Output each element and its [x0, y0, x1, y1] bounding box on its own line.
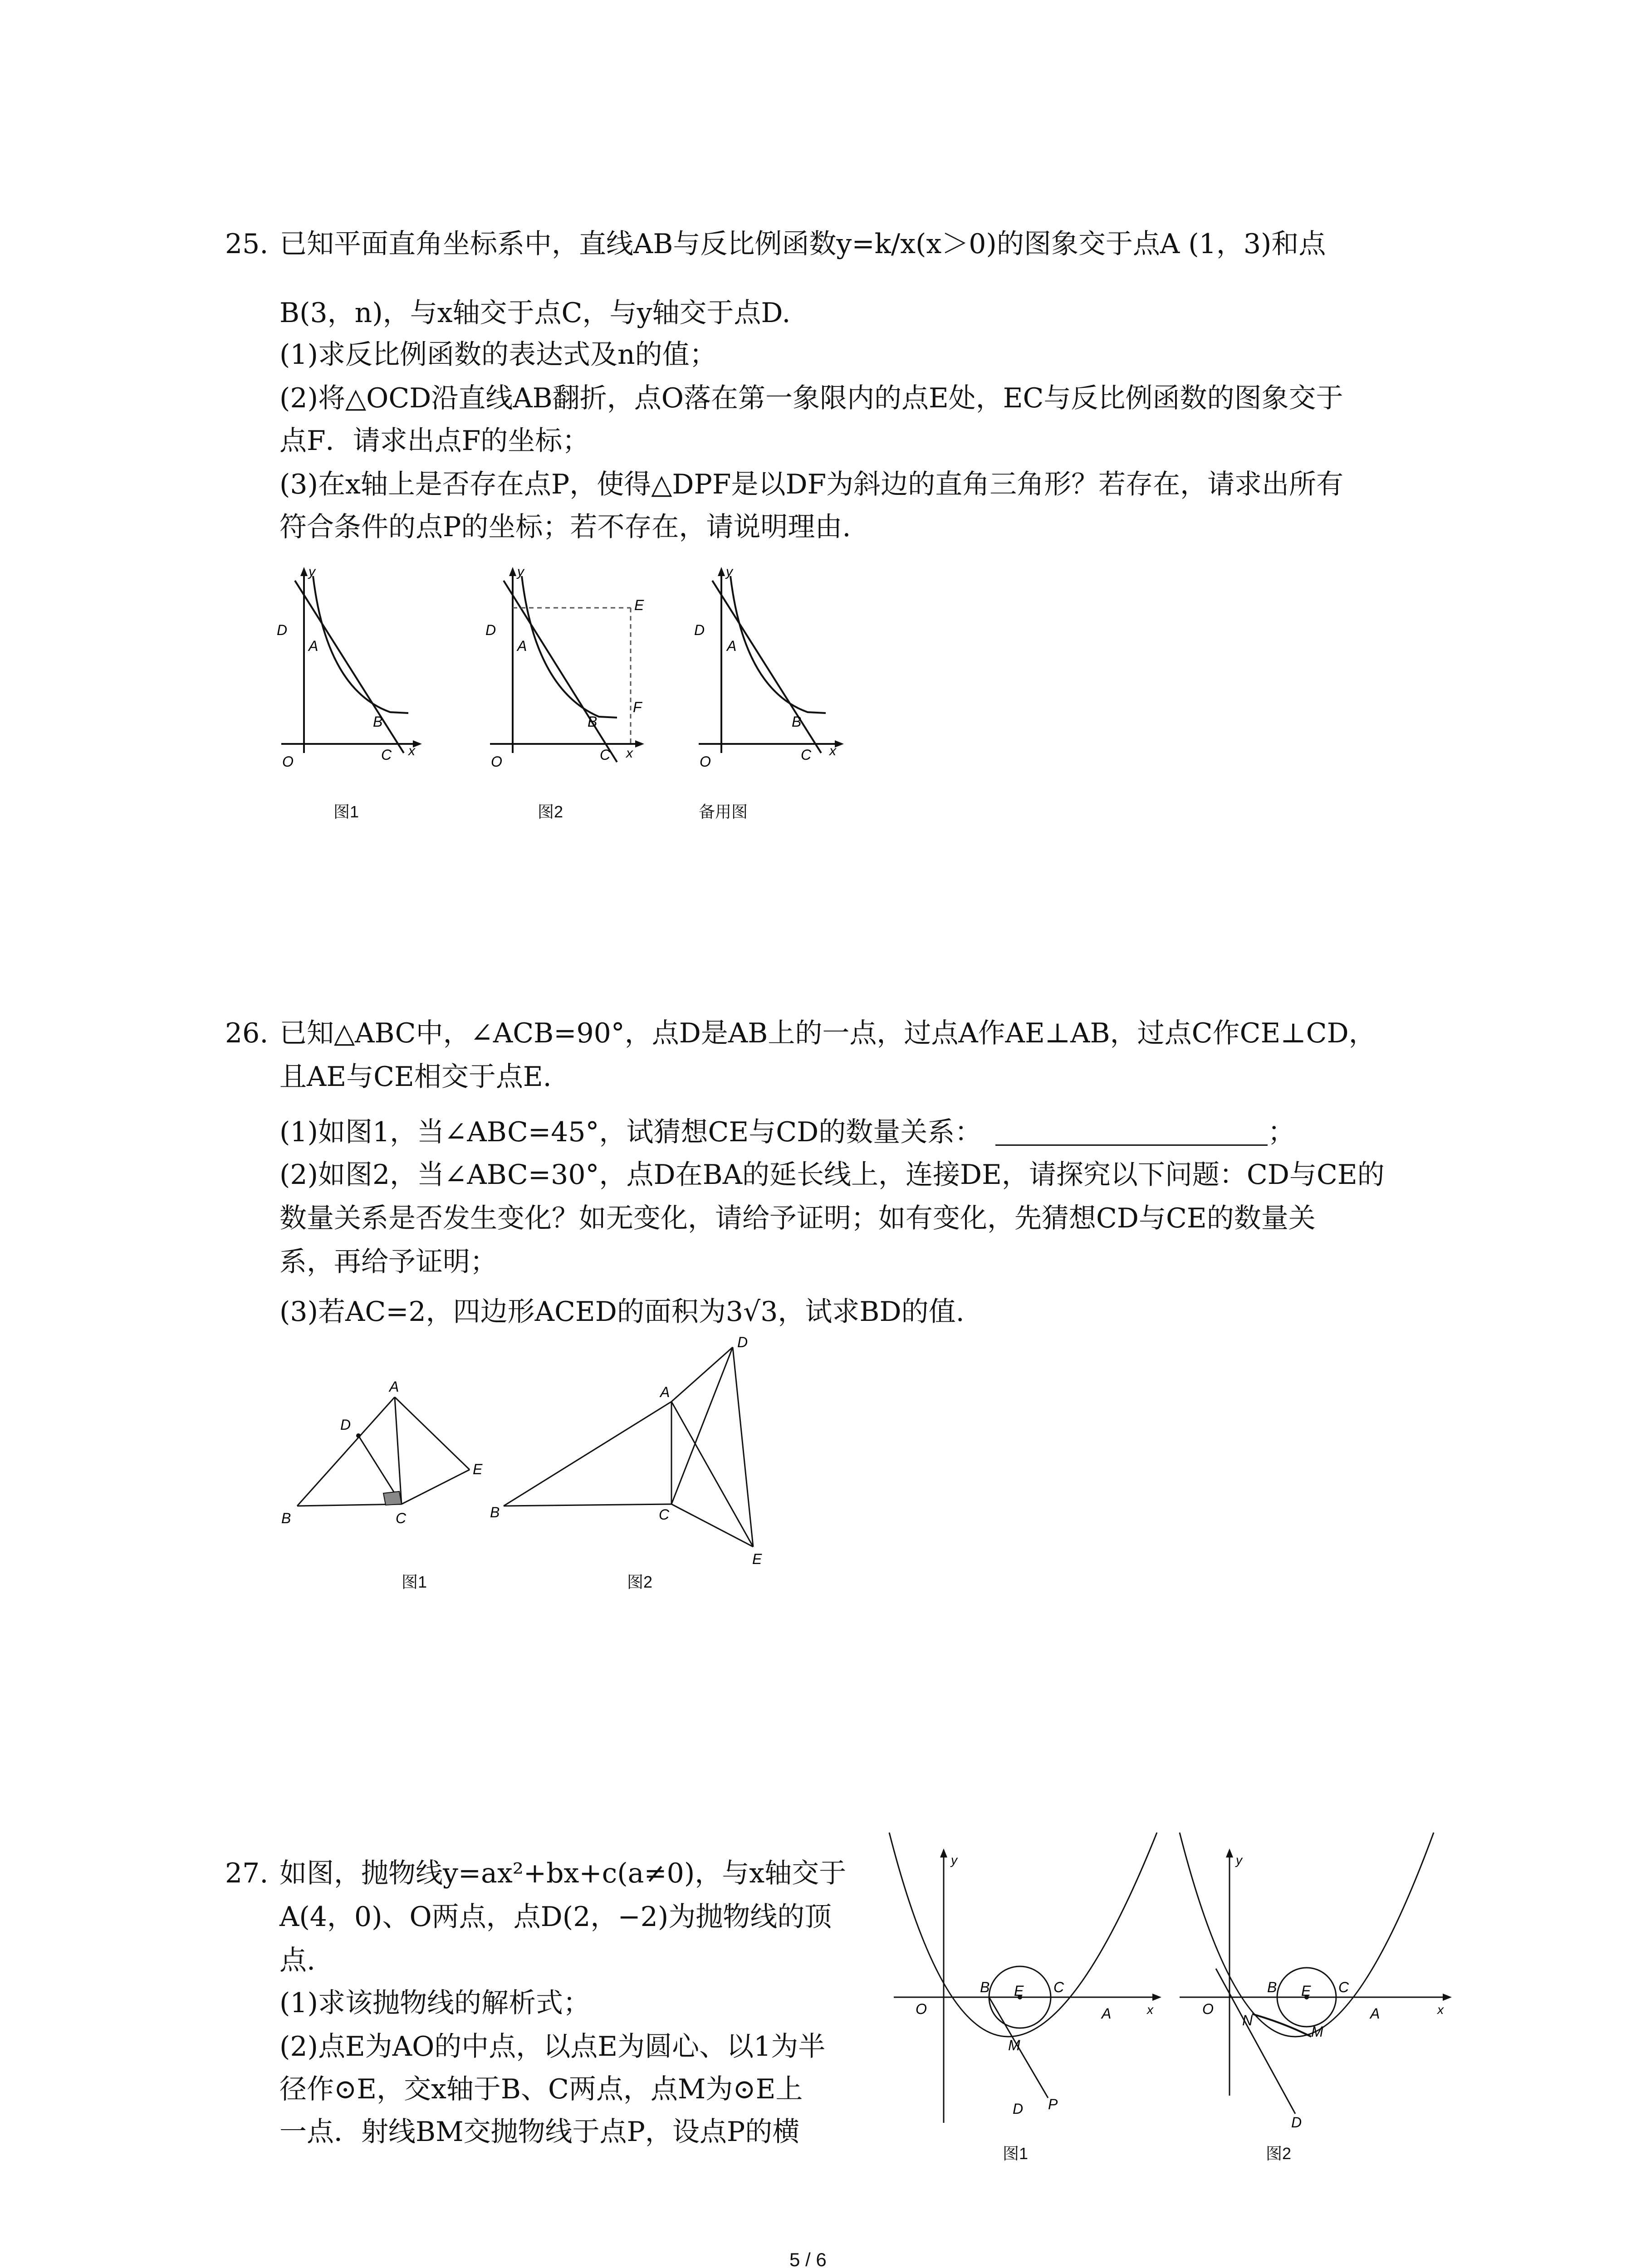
q26-figure-2 [490, 1334, 771, 1588]
question-26-line-6: 系，再给予证明； [279, 1246, 497, 1278]
label-E: E [752, 1551, 762, 1567]
question-27-line-2: A(4，0)、O两点，点D(2，−2)为抛物线的顶 [279, 1901, 832, 1933]
label-B: B [281, 1510, 291, 1526]
label-D: D [694, 622, 705, 638]
label-C: C [1338, 1979, 1349, 1995]
question-27-line-3: 点. [279, 1945, 316, 1976]
label-A: A [309, 638, 318, 654]
question-27-line-4: (1)求该抛物线的解析式； [279, 1987, 590, 2019]
label-D: D [485, 622, 496, 638]
label-N: N [1242, 2012, 1253, 2028]
label-O: O [916, 2001, 927, 2017]
label-A: A [660, 1384, 670, 1400]
q26-caption-1: 图1 [402, 1573, 427, 1591]
label-E: E [1014, 1983, 1024, 1999]
label-F: F [633, 699, 642, 715]
label-y: y [951, 1853, 957, 1867]
q27-caption-2: 图2 [1266, 2144, 1292, 2163]
label-E: E [473, 1461, 483, 1477]
question-26-line-3 [279, 1116, 1295, 1148]
label-M: M [1311, 2024, 1323, 2040]
label-B: B [1267, 1979, 1277, 1995]
label-y: y [726, 564, 733, 579]
q27-caption-1: 图1 [1003, 2144, 1029, 2163]
question-26-number: 26. [225, 1017, 269, 1049]
question-27-number: 27. [225, 1857, 269, 1889]
label-x: x [626, 746, 633, 761]
q27-figure-2 [1180, 1833, 1461, 2186]
question-25-line-6: (3)在x轴上是否存在点P，使得△DPF是以DF为斜边的直角三角形？若存在，请求出所有 [279, 469, 1344, 500]
label-D: D [1291, 2114, 1302, 2131]
question-25-line-7: 符合条件的点P的坐标；若不存在，请说明理由. [279, 511, 851, 543]
label-B: B [588, 714, 598, 730]
question-26-line-7: (3)若AC=2，四边形ACED的面积为3√3，试求BD的值. [279, 1296, 965, 1328]
label-D: D [277, 622, 288, 638]
question-27-line-5: (2)点E为AO的中点，以点E为圆心、以1为半 [279, 2031, 826, 2063]
label-y: y [309, 564, 315, 579]
label-O: O [282, 753, 294, 770]
question-26-part-1-text: (1)如图1，当∠ABC=45°，试猜想CE与CD的数量关系： [279, 1116, 982, 1148]
label-O: O [1202, 2001, 1214, 2017]
label-C: C [1053, 1979, 1064, 1995]
label-x: x [1437, 2003, 1444, 2017]
label-D: D [737, 1334, 748, 1350]
question-25-line-3: (1)求反比例函数的表达式及n的值； [279, 339, 717, 371]
question-25-line-4: (2)将△OCD沿直线AB翻折，点O落在第一象限内的点E处，EC与反比例函数的图象交于 [279, 382, 1343, 414]
q25-figure-backup [690, 562, 844, 770]
question-26-line-5: 数量关系是否发生变化？如无变化，请给予证明；如有变化，先猜想CD与CE的数量关 [279, 1202, 1316, 1234]
label-B: B [373, 714, 383, 730]
label-C: C [381, 747, 392, 763]
blank-suffix: ； [1268, 1116, 1295, 1148]
label-y: y [1236, 1853, 1242, 1867]
label-A: A [517, 638, 527, 654]
q26-figure-1 [272, 1361, 481, 1533]
label-A: A [1370, 2005, 1380, 2022]
label-B: B [490, 1504, 500, 1520]
label-A: A [389, 1378, 399, 1395]
label-A: A [727, 638, 737, 654]
q27-figure-1 [889, 1833, 1166, 2186]
label-x: x [1147, 2003, 1153, 2017]
question-27-line-1: 如图，抛物线y=ax²+bx+c(a≠0)，与x轴交于 [279, 1857, 847, 1889]
label-O: O [700, 753, 711, 770]
label-x: x [408, 743, 415, 758]
page-number: 5 / 6 [789, 2249, 827, 2268]
q25-figure-2 [481, 562, 644, 770]
question-25-line-5: 点F．请求出点F的坐标； [279, 425, 590, 457]
label-B: B [792, 714, 802, 730]
label-M: M [1008, 2037, 1020, 2053]
label-E: E [1301, 1983, 1311, 1999]
q25-figure-1 [272, 562, 422, 770]
q25-caption-2: 图2 [538, 802, 563, 821]
label-E: E [634, 597, 644, 613]
label-P: P [1048, 2096, 1058, 2112]
label-B: B [980, 1979, 990, 1995]
q26-caption-2: 图2 [627, 1573, 653, 1591]
label-C: C [396, 1510, 407, 1526]
label-C: C [801, 747, 812, 763]
q25-caption-1: 图1 [333, 802, 359, 821]
label-C: C [659, 1506, 670, 1523]
question-26-line-2: 且AE与CE相交于点E. [279, 1061, 552, 1093]
question-26-line-4: (2)如图2，当∠ABC=30°，点D在BA的延长线上，连接DE，请探究以下问题：CD与CE的 [279, 1159, 1385, 1191]
question-27-line-6: 径作⊙E，交x轴于B、C两点，点M为⊙E上 [279, 2073, 803, 2105]
label-D: D [1013, 2101, 1024, 2117]
label-O: O [491, 753, 502, 770]
label-x: x [829, 743, 836, 758]
answer-blank[interactable] [995, 1121, 1268, 1146]
question-26-line-1: 已知△ABC中，∠ACB=90°，点D是AB上的一点，过点A作AE⊥AB，过点C作CE⊥CD， [279, 1017, 1376, 1049]
question-27-line-7: 一点．射线BM交抛物线于点P，设点P的横 [279, 2116, 800, 2148]
question-25-number: 25. [225, 228, 269, 260]
label-C: C [600, 747, 611, 763]
label-D: D [340, 1417, 351, 1433]
label-A: A [1102, 2005, 1112, 2022]
q25-caption-backup: 备用图 [699, 802, 748, 821]
label-y: y [517, 564, 524, 579]
question-25-line-2: B(3，n)，与x轴交于点C，与y轴交于点D. [279, 297, 791, 329]
question-25-line-1: 已知平面直角坐标系中，直线AB与反比例函数y=k/x(x＞0)的图象交于点A (1，3)和点 [279, 228, 1326, 260]
